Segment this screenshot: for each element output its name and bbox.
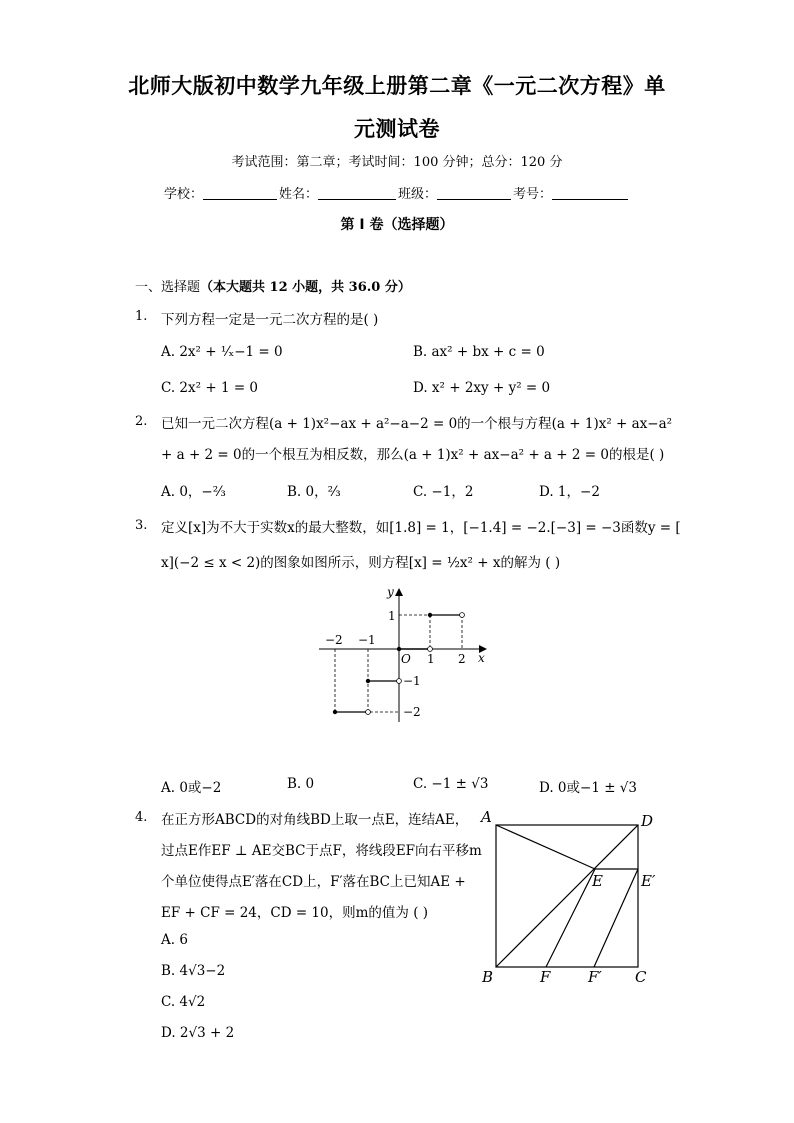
class-blank[interactable]	[437, 187, 511, 200]
question-number: 2.	[135, 414, 148, 429]
option-b[interactable]: B. 4√3−2	[161, 963, 226, 979]
option-a[interactable]: A. 2x² + ¹⁄ₓ−1 = 0	[161, 344, 283, 360]
open-point	[460, 613, 465, 618]
question-text: x](−2 ≤ x < 2)的图象如图所示，则方程[x] = ½x² + x的解为 ( )	[161, 555, 561, 571]
section-heading	[135, 276, 411, 295]
square-geometry-figure	[478, 808, 668, 988]
tick-label-y1: 1	[388, 609, 396, 623]
label-a: A	[481, 808, 492, 826]
option-b[interactable]: B. 0，²⁄₃	[287, 484, 341, 500]
label-e: E	[592, 872, 603, 890]
closed-point	[333, 710, 337, 714]
closed-point	[397, 647, 401, 651]
option-d[interactable]: D. 0或−1 ± √3	[539, 780, 638, 796]
question-text: 在正方形ABCD的对角线BD上取一点E，连结AE，	[161, 812, 469, 828]
step-function-graph	[315, 582, 495, 727]
page-title-line2: 元测试卷	[354, 117, 440, 141]
school-blank[interactable]	[203, 187, 277, 200]
option-c[interactable]: C. −1 ± √3	[413, 776, 489, 792]
option-d[interactable]: D. 1，−2	[539, 484, 600, 500]
label-d: D	[641, 812, 654, 830]
section-prefix: 一、选择题	[135, 280, 201, 295]
open-point	[366, 710, 371, 715]
exam-info: 考试范围：第二章；考试时间：100 分钟；总分：120 分	[231, 155, 563, 170]
question-text: 个单位使得点E′落在CD上，F′落在BC上已知AE +	[161, 874, 466, 890]
option-b[interactable]: B. ax² + bx + c = 0	[413, 344, 545, 360]
option-d[interactable]: D. x² + 2xy + y² = 0	[413, 380, 551, 396]
label-c: C	[635, 968, 647, 986]
closed-point	[428, 613, 432, 617]
tick-label-neg1: −1	[358, 633, 376, 647]
option-a[interactable]: A. 0或−2	[161, 780, 222, 796]
label-e-prime: E′	[641, 872, 656, 890]
number-label: 考号：	[513, 187, 553, 202]
option-c[interactable]: C. −1，2	[413, 484, 474, 500]
option-a[interactable]: A. 0，−²⁄₃	[161, 484, 226, 500]
option-b[interactable]: B. 0	[287, 776, 315, 792]
student-fields	[164, 183, 630, 202]
question-text: 过点E作EF ⊥ AE交BC于点F，将线段EF向右平移m	[161, 843, 482, 859]
tick-label-2: 2	[458, 652, 466, 666]
segment-ae	[496, 825, 595, 869]
closed-point	[366, 679, 370, 683]
option-c[interactable]: C. 2x² + 1 = 0	[161, 380, 259, 396]
question-text: 下列方程一定是一元二次方程的是( )	[161, 312, 379, 328]
question-text: + a + 2 = 0的一个根互为相反数，那么(a + 1)x² + ax−a² + a + 2 = 0的根是( )	[161, 447, 665, 463]
option-c[interactable]: C. 4√2	[161, 994, 206, 1010]
tick-label-yneg2: −2	[403, 705, 421, 719]
question-number: 4.	[135, 810, 148, 825]
tick-label-neg2: −2	[325, 633, 343, 647]
open-point	[397, 679, 402, 684]
volume-heading: 第 I 卷（选择题）	[340, 217, 454, 233]
name-blank[interactable]	[318, 187, 396, 200]
label-f-prime: F′	[588, 968, 602, 986]
question-text: EF + CF = 24，CD = 10，则m的值为 ( )	[161, 905, 429, 921]
class-label: 班级：	[398, 187, 438, 202]
label-b: B	[482, 968, 494, 986]
question-number: 3.	[135, 518, 148, 533]
name-label: 姓名：	[279, 187, 319, 202]
y-axis-label: y	[387, 585, 394, 599]
number-blank[interactable]	[552, 187, 628, 200]
origin-label: O	[401, 652, 411, 666]
question-text: 定义[x]为不大于实数x的最大整数，如[1.8] = 1，[−1.4] = −2.[−3] = −3函数y = [	[161, 520, 681, 536]
tick-label-1: 1	[427, 652, 435, 666]
diagonal-bd	[496, 825, 638, 967]
page-title-line1: 北师大版初中数学九年级上册第二章《一元二次方程》单	[128, 74, 666, 98]
option-a[interactable]: A. 6	[161, 932, 188, 948]
x-axis-label: x	[478, 651, 485, 665]
segment-ef	[546, 869, 595, 967]
question-number: 1.	[135, 309, 148, 324]
tick-label-yneg1: −1	[403, 674, 421, 688]
label-f: F	[540, 968, 551, 986]
option-d[interactable]: D. 2√3 + 2	[161, 1025, 235, 1041]
question-text: 已知一元二次方程(a + 1)x²−ax + a²−a−2 = 0的一个根与方程(a + 1)x² + ax−a²	[161, 416, 673, 432]
open-point	[428, 647, 433, 652]
section-desc: （本大题共 12 小题，共 36.0 分）	[200, 280, 411, 295]
school-label: 学校：	[164, 187, 204, 202]
